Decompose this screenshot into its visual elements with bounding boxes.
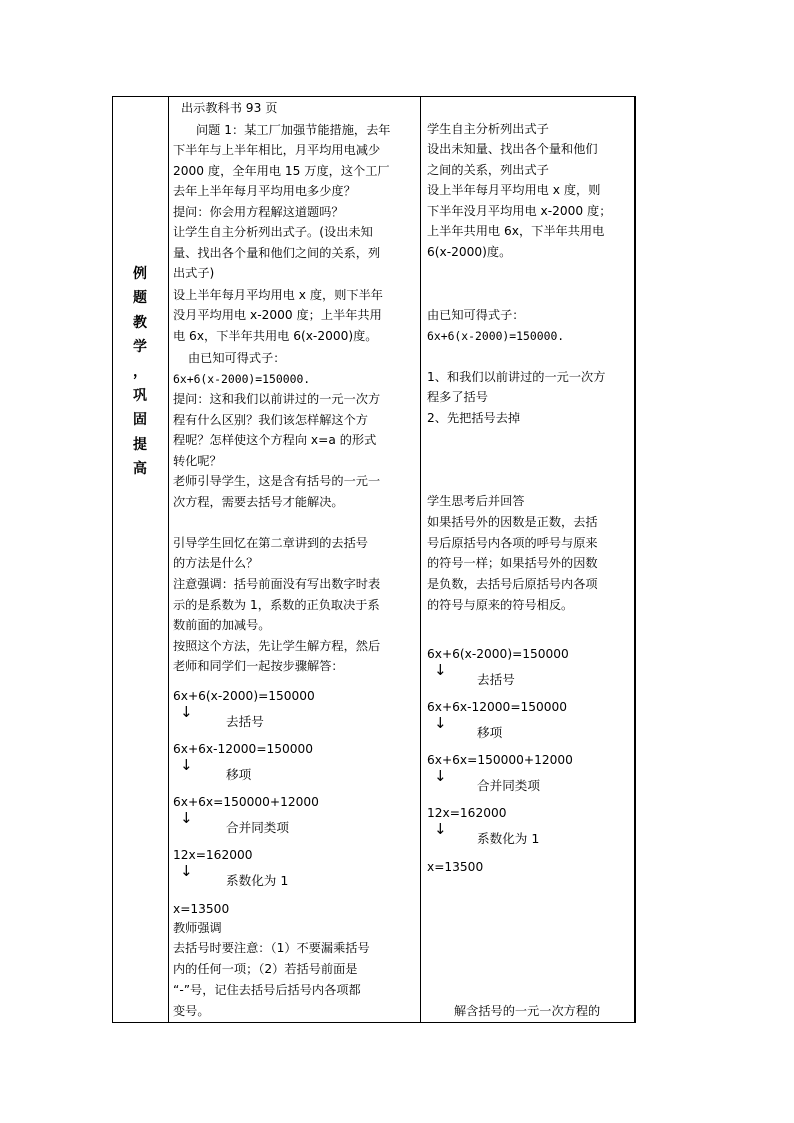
student-line: 设出未知量、找出各个量和他们 <box>427 142 598 156</box>
teacher-line: 下半年与上半年相比，月平均用电减少 <box>173 143 381 157</box>
student-line: 学生思考后并回答 <box>427 494 525 508</box>
down-arrow-icon: ↓ <box>180 862 193 880</box>
row-label-char: 题 <box>133 290 147 307</box>
student-line: 是负数，去括号后原括号内各项 <box>427 577 598 591</box>
student-step-equation: 6x+6(x-2000)=150000 <box>427 647 569 661</box>
teacher-line: 变号。 <box>173 1004 210 1018</box>
teacher-line: 注意强调：括号前面没有写出数字时表 <box>173 577 381 591</box>
teacher-line: 出式子) <box>173 266 215 280</box>
student-line: 的符号一样；如果括号外的因数 <box>427 556 598 570</box>
teacher-line: 老师引导学生，这是含有括号的一元一 <box>173 474 381 488</box>
teacher-step-label: 移项 <box>226 767 252 782</box>
row-label-char: 例 <box>133 266 147 282</box>
down-arrow-icon: ↓ <box>180 809 193 827</box>
row-label-char: 教 <box>133 314 147 331</box>
column-divider <box>168 96 169 1023</box>
teacher-line: 教师强调 <box>173 921 222 935</box>
teacher-step-label: 系数化为 1 <box>226 873 289 888</box>
teacher-line: 次方程，需要去括号才能解决。 <box>173 495 344 509</box>
student-line: 之间的关系，列出式子 <box>427 163 549 177</box>
student-step-label: 系数化为 1 <box>477 831 540 846</box>
teacher-line: 老师和同学们一起按步骤解答： <box>173 659 344 673</box>
down-arrow-icon: ↓ <box>434 661 447 679</box>
teacher-line: 引导学生回忆在第二章讲到的去括号 <box>173 536 368 550</box>
teacher-line: 内的任何一项；（2）若括号前面是 <box>173 962 358 976</box>
teacher-step-equation: 12x=162000 <box>173 848 253 862</box>
teacher-line: 让学生自主分析列出式子。(设出未知 <box>173 225 373 239</box>
column-divider <box>635 96 636 1023</box>
down-arrow-icon: ↓ <box>434 714 447 732</box>
student-line: 上半年共用电 6x，下半年共用电 <box>427 224 605 238</box>
teacher-line: 出示教科书 93 页 <box>181 101 278 115</box>
student-line: 2、先把括号去掉 <box>427 411 521 425</box>
student-line: 如果括号外的因数是正数，去括 <box>427 515 598 529</box>
teacher-line: 由已知可得式子： <box>188 351 286 365</box>
down-arrow-icon: ↓ <box>434 820 447 838</box>
down-arrow-icon: ↓ <box>180 703 193 721</box>
row-label-char: 提 <box>133 436 147 453</box>
teacher-line: 数前面的加减号。 <box>173 618 271 632</box>
student-step-label: 合并同类项 <box>477 778 540 793</box>
teacher-step-equation: 6x+6x-12000=150000 <box>173 742 314 756</box>
down-arrow-icon: ↓ <box>434 767 447 785</box>
row-label-char: 学 <box>133 339 147 356</box>
student-step-equation: 12x=162000 <box>427 806 507 820</box>
student-equation: 6x+6(x-2000)=150000. <box>427 329 565 343</box>
teacher-line: 的方法是什么？ <box>173 556 259 570</box>
row-label-char: 高 <box>133 461 147 478</box>
teacher-line: 问题 1：某工厂加强节能措施，去年 <box>196 123 391 137</box>
teacher-step-equation: 6x+6(x-2000)=150000 <box>173 689 315 703</box>
student-line: 的符号与原来的符号相反。 <box>427 598 574 612</box>
teacher-line: 量、找出各个量和他们之间的关系，列 <box>173 246 381 260</box>
student-line: 学生自主分析列出式子 <box>427 122 549 136</box>
teacher-line: 电 6x，下半年共用电 6(x-2000)度。 <box>173 329 378 343</box>
teacher-line: 没月平均用电 x-2000 度；上半年共用 <box>173 308 382 322</box>
student-footer-line: 解含括号的一元一次方程的 <box>454 1004 601 1018</box>
teacher-line: 去年上半年每月平均用电多少度？ <box>173 184 356 198</box>
teacher-step-equation: 6x+6x=150000+12000 <box>173 795 319 809</box>
teacher-step-label: 去括号 <box>226 714 264 729</box>
student-line: 由已知可得式子： <box>427 308 525 322</box>
teacher-line: 按照这个方法，先让学生解方程，然后 <box>173 639 381 653</box>
teacher-line: 示的是系数为 1，系数的正负取决于系 <box>173 598 380 612</box>
student-step-equation: x=13500 <box>427 860 484 874</box>
student-step-label: 去括号 <box>477 672 515 687</box>
row-label-char: 固 <box>133 412 147 429</box>
student-line: 设上半年每月平均用电 x 度，则 <box>427 183 601 197</box>
teacher-line: 程呢？怎样使这个方程向 x=a 的形式 <box>173 433 377 447</box>
teacher-equation: 6x+6(x-2000)=150000. <box>173 372 311 386</box>
teacher-line: 2000 度，全年用电 15 万度，这个工厂 <box>173 164 390 178</box>
row-label <box>112 262 168 482</box>
teacher-line: 程有什么区别？我们该怎样解这个方 <box>173 413 368 427</box>
teacher-line: 去括号时要注意：（1）不要漏乘括号 <box>173 941 370 955</box>
row-label-char: ， <box>133 363 147 380</box>
student-line: 号后原括号内各项的呼号与原来 <box>427 536 598 550</box>
teacher-line: 提问：你会用方程解这道题吗？ <box>173 205 344 219</box>
teacher-step-label: 合并同类项 <box>226 820 289 835</box>
down-arrow-icon: ↓ <box>180 756 193 774</box>
student-step-label: 移项 <box>477 725 503 740</box>
row-label-char: 巩 <box>133 388 147 405</box>
student-step-equation: 6x+6x-12000=150000 <box>427 700 568 714</box>
column-divider <box>420 96 421 1023</box>
student-line: 6(x-2000)度。 <box>427 245 512 259</box>
student-step-equation: 6x+6x=150000+12000 <box>427 753 573 767</box>
student-line: 1、和我们以前讲过的一元一次方 <box>427 370 606 384</box>
teacher-line: “-”号，记住去括号后括号内各项都 <box>173 983 361 997</box>
student-line: 下半年没月平均用电 x-2000 度； <box>427 204 612 218</box>
teacher-line: 设上半年每月平均用电 x 度，则下半年 <box>173 288 383 302</box>
student-line: 程多了括号 <box>427 390 488 404</box>
teacher-line: 转化呢？ <box>173 454 222 468</box>
teacher-step-equation: x=13500 <box>173 902 230 916</box>
teacher-line: 提问：这和我们以前讲过的一元一次方 <box>173 392 381 406</box>
